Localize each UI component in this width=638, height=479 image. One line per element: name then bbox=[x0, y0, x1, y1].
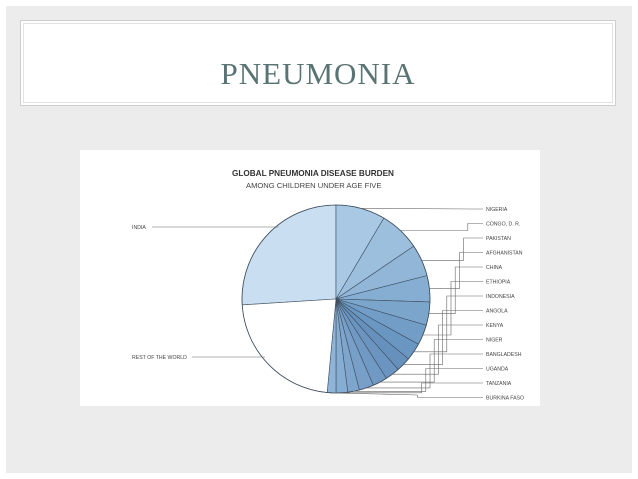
callout-label-india: INDIA bbox=[132, 225, 146, 231]
slide-title: PNEUMONIA bbox=[220, 56, 416, 91]
title-box bbox=[20, 20, 616, 106]
callout-label-angola: ANGOLA bbox=[486, 308, 508, 315]
callout-line-ethiopia bbox=[423, 282, 483, 336]
callout-label-nigeria: NIGERIA bbox=[486, 207, 508, 213]
callout-label-indonesia: INDONESIA bbox=[486, 294, 515, 300]
callout-label-kenya: KENYA bbox=[486, 323, 504, 329]
callout-label-pakistan: PAKISTAN bbox=[486, 236, 511, 242]
callout-label-congo-d-r: CONGO, D. R. bbox=[486, 221, 521, 228]
callout-line-china bbox=[429, 267, 483, 314]
callout-label-rest-of-the-world: REST OF THE WORLD bbox=[132, 355, 187, 361]
callout-label-ethiopia: ETHIOPIA bbox=[486, 279, 511, 286]
callout-label-niger: NIGER bbox=[486, 337, 503, 344]
callout-line-congo-d-r bbox=[400, 224, 483, 231]
slide bbox=[6, 6, 632, 473]
pie-chart bbox=[80, 150, 540, 406]
pie-slice-rest-of-the-world bbox=[242, 299, 336, 393]
chart-subtitle: AMONG CHILDREN UNDER AGE FIVE bbox=[246, 181, 382, 190]
callout-label-bangladesh: BANGLADESH bbox=[486, 352, 522, 358]
callout-line-nigeria bbox=[361, 208, 483, 209]
pie-slice-india bbox=[242, 205, 336, 305]
chart-title: GLOBAL PNEUMONIA DISEASE BURDEN bbox=[232, 169, 394, 178]
callout-label-afghanistan: AFGHANISTAN bbox=[486, 250, 523, 257]
callout-label-burkina-faso: BURKINA FASO bbox=[486, 395, 525, 402]
callout-label-china: CHINA bbox=[486, 265, 503, 271]
callout-label-tanzania: TANZANIA bbox=[486, 381, 512, 387]
callout-line-pakistan bbox=[422, 238, 483, 260]
callout-label-uganda: UGANDA bbox=[486, 366, 509, 373]
callout-line-burkina-faso bbox=[332, 393, 483, 398]
callout-line-afghanistan bbox=[429, 253, 483, 289]
chart-panel bbox=[80, 150, 540, 406]
